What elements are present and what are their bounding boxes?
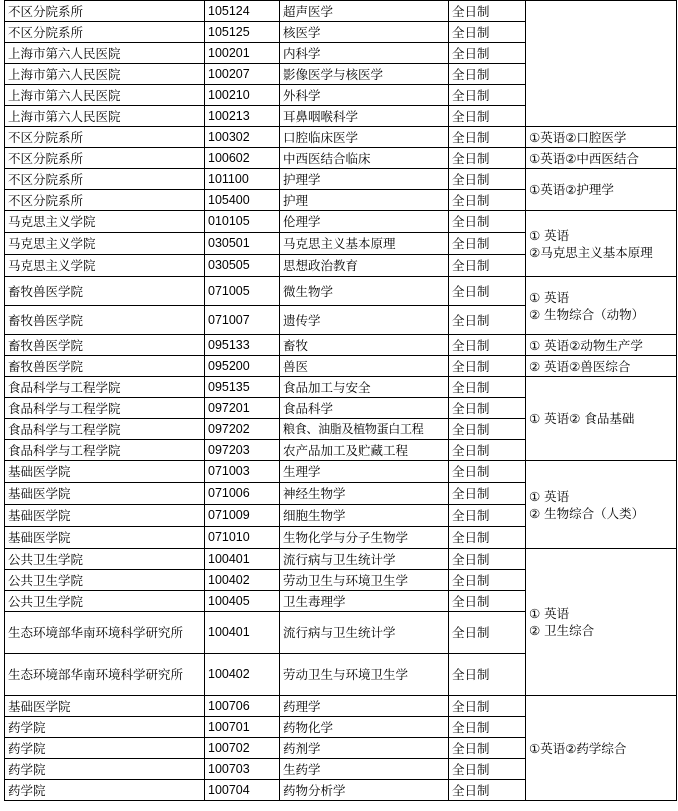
major-cell: 伦理学 bbox=[280, 211, 449, 233]
table-row bbox=[5, 127, 677, 148]
exam-line: ① 英语 bbox=[529, 488, 570, 504]
unit-cell: 不区分院系所 bbox=[5, 169, 205, 190]
exam-line: ② 卫生综合 bbox=[529, 623, 595, 638]
mode-cell: 全日制 bbox=[449, 277, 526, 306]
major-cell: 超声医学 bbox=[280, 1, 449, 22]
exam-line: ① 英语 bbox=[529, 227, 570, 243]
mode-cell: 全日制 bbox=[449, 190, 526, 211]
exam-cell-empty bbox=[526, 1, 677, 127]
major-cell: 核医学 bbox=[280, 22, 449, 43]
code-cell: 097203 bbox=[205, 440, 280, 461]
table-row bbox=[5, 461, 677, 483]
mode-cell: 全日制 bbox=[449, 1, 526, 22]
unit-cell: 食品科学与工程学院 bbox=[5, 419, 205, 440]
code-cell: 100402 bbox=[205, 570, 280, 591]
code-cell: 100602 bbox=[205, 148, 280, 169]
code-cell: 097202 bbox=[205, 419, 280, 440]
mode-cell: 全日制 bbox=[449, 440, 526, 461]
exam-cell bbox=[526, 461, 677, 549]
unit-cell: 食品科学与工程学院 bbox=[5, 377, 205, 398]
unit-cell: 公共卫生学院 bbox=[5, 591, 205, 612]
code-cell: 071007 bbox=[205, 306, 280, 335]
exam-cell: ② 英语②兽医综合 bbox=[526, 356, 677, 377]
code-cell: 100405 bbox=[205, 591, 280, 612]
code-cell: 030501 bbox=[205, 233, 280, 255]
mode-cell: 全日制 bbox=[449, 738, 526, 759]
exam-cell: ①英语②护理学 bbox=[526, 169, 677, 211]
code-cell: 100201 bbox=[205, 43, 280, 64]
unit-cell: 畜牧兽医学院 bbox=[5, 277, 205, 306]
code-cell: 071006 bbox=[205, 483, 280, 505]
table-row bbox=[5, 356, 677, 377]
unit-cell: 基础医学院 bbox=[5, 696, 205, 717]
mode-cell: 全日制 bbox=[449, 398, 526, 419]
unit-cell: 公共卫生学院 bbox=[5, 570, 205, 591]
table-row bbox=[5, 148, 677, 169]
exam-line: ②马克思主义基本原理 bbox=[529, 244, 653, 260]
major-cell: 生物化学与分子生物学 bbox=[280, 527, 449, 549]
mode-cell: 全日制 bbox=[449, 759, 526, 780]
exam-line: ① 英语 bbox=[529, 606, 570, 621]
major-cell: 劳动卫生与环境卫生学 bbox=[280, 654, 449, 696]
major-cell: 畜牧 bbox=[280, 335, 449, 356]
major-cell: 内科学 bbox=[280, 43, 449, 64]
code-cell: 071009 bbox=[205, 505, 280, 527]
major-cell: 粮食、油脂及植物蛋白工程 bbox=[280, 419, 449, 440]
unit-cell: 不区分院系所 bbox=[5, 22, 205, 43]
code-cell: 105400 bbox=[205, 190, 280, 211]
mode-cell: 全日制 bbox=[449, 483, 526, 505]
mode-cell: 全日制 bbox=[449, 377, 526, 398]
mode-cell: 全日制 bbox=[449, 549, 526, 570]
mode-cell: 全日制 bbox=[449, 85, 526, 106]
unit-cell: 马克思主义学院 bbox=[5, 233, 205, 255]
unit-cell: 马克思主义学院 bbox=[5, 255, 205, 277]
major-cell: 遗传学 bbox=[280, 306, 449, 335]
exam-cell: ① 英语②动物生产学 bbox=[526, 335, 677, 356]
exam-cell bbox=[526, 211, 677, 277]
mode-cell: 全日制 bbox=[449, 127, 526, 148]
unit-cell: 上海市第六人民医院 bbox=[5, 85, 205, 106]
unit-cell: 不区分院系所 bbox=[5, 148, 205, 169]
unit-cell: 上海市第六人民医院 bbox=[5, 106, 205, 127]
major-cell: 流行病与卫生统计学 bbox=[280, 549, 449, 570]
major-cell: 护理学 bbox=[280, 169, 449, 190]
unit-cell: 不区分院系所 bbox=[5, 1, 205, 22]
unit-cell: 药学院 bbox=[5, 780, 205, 801]
mode-cell: 全日制 bbox=[449, 505, 526, 527]
mode-cell: 全日制 bbox=[449, 591, 526, 612]
mode-cell: 全日制 bbox=[449, 527, 526, 549]
unit-cell: 不区分院系所 bbox=[5, 127, 205, 148]
code-cell: 071005 bbox=[205, 277, 280, 306]
exam-line: ① 英语 bbox=[529, 289, 570, 305]
mode-cell: 全日制 bbox=[449, 106, 526, 127]
mode-cell: 全日制 bbox=[449, 419, 526, 440]
major-cell: 护理 bbox=[280, 190, 449, 211]
unit-cell: 马克思主义学院 bbox=[5, 211, 205, 233]
exam-cell bbox=[526, 277, 677, 335]
major-cell: 口腔临床医学 bbox=[280, 127, 449, 148]
table-row bbox=[5, 1, 677, 22]
major-cell: 兽医 bbox=[280, 356, 449, 377]
unit-cell: 上海市第六人民医院 bbox=[5, 43, 205, 64]
major-cell: 药剂学 bbox=[280, 738, 449, 759]
code-cell: 101100 bbox=[205, 169, 280, 190]
exam-cell: ①英语②口腔医学 bbox=[526, 127, 677, 148]
major-cell: 劳动卫生与环境卫生学 bbox=[280, 570, 449, 591]
code-cell: 095200 bbox=[205, 356, 280, 377]
table-row bbox=[5, 277, 677, 306]
code-cell: 100704 bbox=[205, 780, 280, 801]
code-cell: 100210 bbox=[205, 85, 280, 106]
major-cell: 流行病与卫生统计学 bbox=[280, 612, 449, 654]
mode-cell: 全日制 bbox=[449, 211, 526, 233]
mode-cell: 全日制 bbox=[449, 461, 526, 483]
mode-cell: 全日制 bbox=[449, 233, 526, 255]
table-row bbox=[5, 549, 677, 570]
table-row bbox=[5, 211, 677, 233]
unit-cell: 基础医学院 bbox=[5, 461, 205, 483]
major-cell: 药物化学 bbox=[280, 717, 449, 738]
major-cell: 中西医结合临床 bbox=[280, 148, 449, 169]
unit-cell: 畜牧兽医学院 bbox=[5, 356, 205, 377]
unit-cell: 上海市第六人民医院 bbox=[5, 64, 205, 85]
unit-cell: 药学院 bbox=[5, 759, 205, 780]
mode-cell: 全日制 bbox=[449, 717, 526, 738]
major-cell: 思想政治教育 bbox=[280, 255, 449, 277]
major-cell: 农产品加工及贮藏工程 bbox=[280, 440, 449, 461]
unit-cell: 药学院 bbox=[5, 738, 205, 759]
unit-cell: 基础医学院 bbox=[5, 527, 205, 549]
exam-cell: ①英语②药学综合 bbox=[526, 696, 677, 801]
code-cell: 100302 bbox=[205, 127, 280, 148]
code-cell: 100706 bbox=[205, 696, 280, 717]
code-cell: 097201 bbox=[205, 398, 280, 419]
major-cell: 马克思主义基本原理 bbox=[280, 233, 449, 255]
code-cell: 100213 bbox=[205, 106, 280, 127]
major-cell: 神经生物学 bbox=[280, 483, 449, 505]
mode-cell: 全日制 bbox=[449, 654, 526, 696]
major-cell: 细胞生物学 bbox=[280, 505, 449, 527]
code-cell: 100702 bbox=[205, 738, 280, 759]
code-cell: 010105 bbox=[205, 211, 280, 233]
code-cell: 071010 bbox=[205, 527, 280, 549]
major-cell: 外科学 bbox=[280, 85, 449, 106]
mode-cell: 全日制 bbox=[449, 255, 526, 277]
mode-cell: 全日制 bbox=[449, 306, 526, 335]
unit-cell: 公共卫生学院 bbox=[5, 549, 205, 570]
code-cell: 100703 bbox=[205, 759, 280, 780]
unit-cell: 药学院 bbox=[5, 717, 205, 738]
major-cell: 卫生毒理学 bbox=[280, 591, 449, 612]
mode-cell: 全日制 bbox=[449, 169, 526, 190]
unit-cell: 生态环境部华南环境科学研究所 bbox=[5, 612, 205, 654]
mode-cell: 全日制 bbox=[449, 22, 526, 43]
mode-cell: 全日制 bbox=[449, 64, 526, 85]
unit-cell: 食品科学与工程学院 bbox=[5, 398, 205, 419]
mode-cell: 全日制 bbox=[449, 43, 526, 64]
major-cell: 影像医学与核医学 bbox=[280, 64, 449, 85]
code-cell: 100401 bbox=[205, 549, 280, 570]
major-cell: 食品加工与安全 bbox=[280, 377, 449, 398]
mode-cell: 全日制 bbox=[449, 780, 526, 801]
exam-cell: ①英语②中西医结合 bbox=[526, 148, 677, 169]
major-cell: 药物分析学 bbox=[280, 780, 449, 801]
unit-cell: 基础医学院 bbox=[5, 505, 205, 527]
table-row bbox=[5, 696, 677, 717]
major-cell: 生理学 bbox=[280, 461, 449, 483]
major-cell: 食品科学 bbox=[280, 398, 449, 419]
exam-cell: ① 英语② 食品基础 bbox=[526, 377, 677, 461]
code-cell: 100401 bbox=[205, 612, 280, 654]
table-row bbox=[5, 335, 677, 356]
code-cell: 030505 bbox=[205, 255, 280, 277]
exam-line: ② 生物综合（动物） bbox=[529, 306, 645, 322]
mode-cell: 全日制 bbox=[449, 612, 526, 654]
unit-cell: 畜牧兽医学院 bbox=[5, 306, 205, 335]
unit-cell: 基础医学院 bbox=[5, 483, 205, 505]
unit-cell: 不区分院系所 bbox=[5, 190, 205, 211]
code-cell: 071003 bbox=[205, 461, 280, 483]
unit-cell: 生态环境部华南环境科学研究所 bbox=[5, 654, 205, 696]
code-cell: 095135 bbox=[205, 377, 280, 398]
code-cell: 100701 bbox=[205, 717, 280, 738]
table-row bbox=[5, 169, 677, 190]
mode-cell: 全日制 bbox=[449, 696, 526, 717]
code-cell: 095133 bbox=[205, 335, 280, 356]
table-row bbox=[5, 377, 677, 398]
code-cell: 100207 bbox=[205, 64, 280, 85]
program-table bbox=[4, 0, 677, 801]
mode-cell: 全日制 bbox=[449, 148, 526, 169]
mode-cell: 全日制 bbox=[449, 570, 526, 591]
mode-cell: 全日制 bbox=[449, 335, 526, 356]
major-cell: 耳鼻咽喉科学 bbox=[280, 106, 449, 127]
major-cell: 药理学 bbox=[280, 696, 449, 717]
code-cell: 105125 bbox=[205, 22, 280, 43]
major-cell: 生药学 bbox=[280, 759, 449, 780]
exam-line: ② 生物综合（人类） bbox=[529, 505, 645, 521]
major-cell: 微生物学 bbox=[280, 277, 449, 306]
unit-cell: 畜牧兽医学院 bbox=[5, 335, 205, 356]
exam-cell bbox=[526, 549, 677, 696]
mode-cell: 全日制 bbox=[449, 356, 526, 377]
code-cell: 105124 bbox=[205, 1, 280, 22]
code-cell: 100402 bbox=[205, 654, 280, 696]
unit-cell: 食品科学与工程学院 bbox=[5, 440, 205, 461]
